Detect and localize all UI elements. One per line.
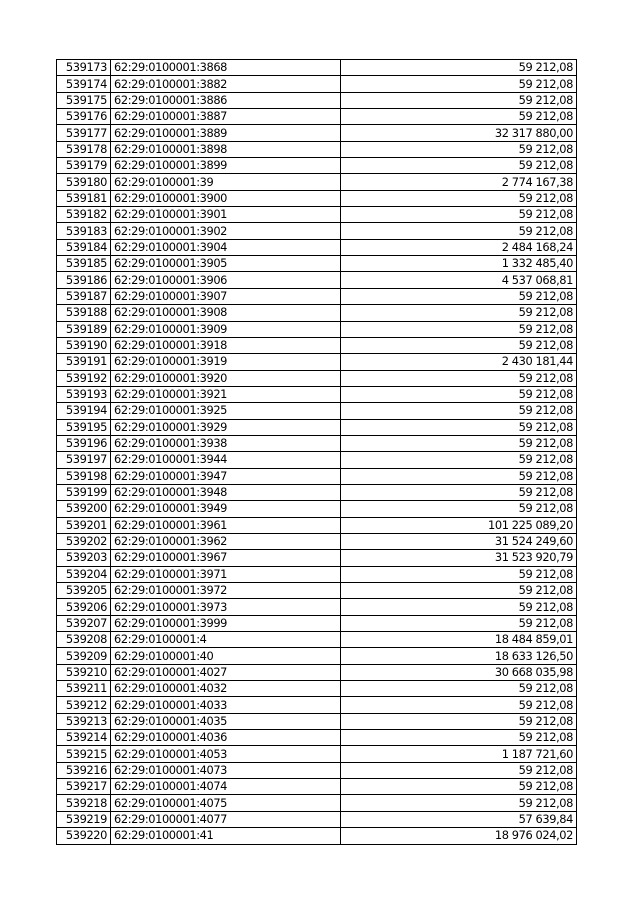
table-row xyxy=(57,435,577,451)
table-row xyxy=(57,141,577,157)
cadastral-number-cell: 62:29:0100001:3999 xyxy=(111,615,341,631)
cadastral-number-cell: 62:29:0100001:3920 xyxy=(111,370,341,386)
cadastral-number-cell: 62:29:0100001:3904 xyxy=(111,239,341,255)
row-id-cell: 539216 xyxy=(57,762,111,778)
cadastral-number-cell: 62:29:0100001:4036 xyxy=(111,730,341,746)
cadastral-number-cell: 62:29:0100001:3972 xyxy=(111,583,341,599)
table-row xyxy=(57,239,577,255)
cadastral-value-cell: 30 668 035,98 xyxy=(341,664,577,680)
cadastral-value-cell: 32 317 880,00 xyxy=(341,125,577,141)
table-row xyxy=(57,615,577,631)
row-id-cell: 539204 xyxy=(57,566,111,582)
cadastral-value-cell: 59 212,08 xyxy=(341,223,577,239)
cadastral-value-cell: 57 639,84 xyxy=(341,811,577,827)
row-id-cell: 539220 xyxy=(57,828,111,844)
cadastral-value-cell: 2 774 167,38 xyxy=(341,174,577,190)
cadastral-value-cell: 59 212,08 xyxy=(341,795,577,811)
row-id-cell: 539194 xyxy=(57,403,111,419)
row-id-cell: 539174 xyxy=(57,76,111,92)
cadastral-value-cell: 59 212,08 xyxy=(341,697,577,713)
cadastral-number-cell: 62:29:0100001:4075 xyxy=(111,795,341,811)
cadastral-number-cell: 62:29:0100001:4077 xyxy=(111,811,341,827)
row-id-cell: 539200 xyxy=(57,501,111,517)
cadastral-number-cell: 62:29:0100001:4027 xyxy=(111,664,341,680)
cadastral-value-cell: 59 212,08 xyxy=(341,60,577,76)
cadastral-value-cell: 59 212,08 xyxy=(341,321,577,337)
cadastral-number-cell: 62:29:0100001:3899 xyxy=(111,158,341,174)
cadastral-value-cell: 59 212,08 xyxy=(341,468,577,484)
cadastral-value-cell: 59 212,08 xyxy=(341,501,577,517)
row-id-cell: 539182 xyxy=(57,207,111,223)
cadastral-value-cell: 59 212,08 xyxy=(341,141,577,157)
table-row xyxy=(57,256,577,272)
cadastral-value-cell: 59 212,08 xyxy=(341,713,577,729)
table-row xyxy=(57,533,577,549)
cadastral-value-cell: 59 212,08 xyxy=(341,109,577,125)
table-row xyxy=(57,468,577,484)
row-id-cell: 539197 xyxy=(57,452,111,468)
table-row xyxy=(57,484,577,500)
row-id-cell: 539190 xyxy=(57,337,111,353)
cadastral-number-cell: 62:29:0100001:3882 xyxy=(111,76,341,92)
cadastral-number-cell: 62:29:0100001:3900 xyxy=(111,190,341,206)
row-id-cell: 539203 xyxy=(57,550,111,566)
table-row xyxy=(57,746,577,762)
cadastral-number-cell: 62:29:0100001:3921 xyxy=(111,386,341,402)
cadastral-value-cell: 59 212,08 xyxy=(341,190,577,206)
cadastral-number-cell: 62:29:0100001:3901 xyxy=(111,207,341,223)
table-row xyxy=(57,566,577,582)
cadastral-value-cell: 1 187 721,60 xyxy=(341,746,577,762)
row-id-cell: 539214 xyxy=(57,730,111,746)
cadastral-number-cell: 62:29:0100001:4035 xyxy=(111,713,341,729)
cadastral-number-cell: 62:29:0100001:3929 xyxy=(111,419,341,435)
row-id-cell: 539218 xyxy=(57,795,111,811)
cadastral-number-cell: 62:29:0100001:3961 xyxy=(111,517,341,533)
cadastral-value-cell: 59 212,08 xyxy=(341,681,577,697)
cadastral-value-cell: 2 430 181,44 xyxy=(341,354,577,370)
cadastral-value-cell: 59 212,08 xyxy=(341,779,577,795)
table-row xyxy=(57,207,577,223)
cadastral-value-cell: 59 212,08 xyxy=(341,370,577,386)
table-row xyxy=(57,795,577,811)
row-id-cell: 539202 xyxy=(57,533,111,549)
table-row xyxy=(57,158,577,174)
row-id-cell: 539173 xyxy=(57,60,111,76)
table-row xyxy=(57,762,577,778)
row-id-cell: 539199 xyxy=(57,484,111,500)
cadastral-number-cell: 62:29:0100001:3907 xyxy=(111,288,341,304)
cadastral-value-cell: 59 212,08 xyxy=(341,599,577,615)
cadastral-number-cell: 62:29:0100001:4074 xyxy=(111,779,341,795)
row-id-cell: 539181 xyxy=(57,190,111,206)
cadastral-number-cell: 62:29:0100001:3868 xyxy=(111,60,341,76)
row-id-cell: 539209 xyxy=(57,648,111,664)
row-id-cell: 539192 xyxy=(57,370,111,386)
cadastral-number-cell: 62:29:0100001:39 xyxy=(111,174,341,190)
cadastral-number-cell: 62:29:0100001:3947 xyxy=(111,468,341,484)
table-row xyxy=(57,125,577,141)
cadastral-number-cell: 62:29:0100001:41 xyxy=(111,828,341,844)
cadastral-value-cell: 101 225 089,20 xyxy=(341,517,577,533)
cadastral-number-cell: 62:29:0100001:3906 xyxy=(111,272,341,288)
cadastral-number-cell: 62:29:0100001:3919 xyxy=(111,354,341,370)
cadastral-number-cell: 62:29:0100001:3918 xyxy=(111,337,341,353)
cadastral-number-cell: 62:29:0100001:3898 xyxy=(111,141,341,157)
row-id-cell: 539198 xyxy=(57,468,111,484)
table-row xyxy=(57,174,577,190)
cadastral-value-cell: 59 212,08 xyxy=(341,403,577,419)
cadastral-value-cell: 59 212,08 xyxy=(341,762,577,778)
row-id-cell: 539179 xyxy=(57,158,111,174)
row-id-cell: 539183 xyxy=(57,223,111,239)
table-row xyxy=(57,109,577,125)
cadastral-number-cell: 62:29:0100001:4053 xyxy=(111,746,341,762)
row-id-cell: 539210 xyxy=(57,664,111,680)
table-row xyxy=(57,697,577,713)
cadastral-number-cell: 62:29:0100001:3962 xyxy=(111,533,341,549)
table-row xyxy=(57,648,577,664)
cadastral-number-cell: 62:29:0100001:3886 xyxy=(111,92,341,108)
cadastral-value-cell: 59 212,08 xyxy=(341,419,577,435)
row-id-cell: 539176 xyxy=(57,109,111,125)
table-body xyxy=(57,60,577,845)
table-row xyxy=(57,550,577,566)
cadastral-value-cell: 59 212,08 xyxy=(341,730,577,746)
cadastral-value-cell: 59 212,08 xyxy=(341,615,577,631)
cadastral-value-cell: 31 523 920,79 xyxy=(341,550,577,566)
cadastral-value-cell: 59 212,08 xyxy=(341,583,577,599)
table-row xyxy=(57,190,577,206)
table-row xyxy=(57,501,577,517)
cadastral-number-cell: 62:29:0100001:3908 xyxy=(111,305,341,321)
row-id-cell: 539180 xyxy=(57,174,111,190)
cadastral-value-cell: 31 524 249,60 xyxy=(341,533,577,549)
row-id-cell: 539188 xyxy=(57,305,111,321)
row-id-cell: 539212 xyxy=(57,697,111,713)
row-id-cell: 539206 xyxy=(57,599,111,615)
table-row xyxy=(57,779,577,795)
row-id-cell: 539205 xyxy=(57,583,111,599)
row-id-cell: 539219 xyxy=(57,811,111,827)
table-row xyxy=(57,681,577,697)
cadastral-number-cell: 62:29:0100001:3909 xyxy=(111,321,341,337)
row-id-cell: 539178 xyxy=(57,141,111,157)
cadastral-value-cell: 59 212,08 xyxy=(341,207,577,223)
cadastral-number-cell: 62:29:0100001:3902 xyxy=(111,223,341,239)
row-id-cell: 539184 xyxy=(57,239,111,255)
cadastral-number-cell: 62:29:0100001:4033 xyxy=(111,697,341,713)
table-row xyxy=(57,92,577,108)
row-id-cell: 539186 xyxy=(57,272,111,288)
cadastral-number-cell: 62:29:0100001:3905 xyxy=(111,256,341,272)
table-row xyxy=(57,664,577,680)
row-id-cell: 539189 xyxy=(57,321,111,337)
cadastral-value-cell: 59 212,08 xyxy=(341,305,577,321)
table-row xyxy=(57,811,577,827)
table-row xyxy=(57,76,577,92)
cadastral-value-cell: 18 484 859,01 xyxy=(341,632,577,648)
row-id-cell: 539208 xyxy=(57,632,111,648)
cadastral-value-table xyxy=(56,59,577,845)
cadastral-value-cell: 59 212,08 xyxy=(341,337,577,353)
cadastral-number-cell: 62:29:0100001:3889 xyxy=(111,125,341,141)
table-row xyxy=(57,288,577,304)
table-row xyxy=(57,305,577,321)
cadastral-number-cell: 62:29:0100001:4073 xyxy=(111,762,341,778)
cadastral-value-cell: 59 212,08 xyxy=(341,76,577,92)
row-id-cell: 539201 xyxy=(57,517,111,533)
cadastral-value-cell: 18 976 024,02 xyxy=(341,828,577,844)
cadastral-value-cell: 59 212,08 xyxy=(341,92,577,108)
cadastral-number-cell: 62:29:0100001:40 xyxy=(111,648,341,664)
cadastral-number-cell: 62:29:0100001:3967 xyxy=(111,550,341,566)
table-row xyxy=(57,419,577,435)
row-id-cell: 539185 xyxy=(57,256,111,272)
cadastral-value-cell: 1 332 485,40 xyxy=(341,256,577,272)
cadastral-value-cell: 59 212,08 xyxy=(341,484,577,500)
table-row xyxy=(57,337,577,353)
table-row xyxy=(57,386,577,402)
table-row xyxy=(57,517,577,533)
table-row xyxy=(57,713,577,729)
row-id-cell: 539213 xyxy=(57,713,111,729)
row-id-cell: 539193 xyxy=(57,386,111,402)
cadastral-number-cell: 62:29:0100001:3925 xyxy=(111,403,341,419)
table-row xyxy=(57,730,577,746)
table-row xyxy=(57,403,577,419)
cadastral-number-cell: 62:29:0100001:3971 xyxy=(111,566,341,582)
table-row xyxy=(57,599,577,615)
table-row xyxy=(57,583,577,599)
row-id-cell: 539196 xyxy=(57,435,111,451)
table-row xyxy=(57,272,577,288)
cadastral-value-cell: 59 212,08 xyxy=(341,566,577,582)
table-row xyxy=(57,452,577,468)
table-row xyxy=(57,828,577,844)
cadastral-number-cell: 62:29:0100001:3938 xyxy=(111,435,341,451)
table-row xyxy=(57,370,577,386)
row-id-cell: 539177 xyxy=(57,125,111,141)
table-row xyxy=(57,354,577,370)
cadastral-number-cell: 62:29:0100001:3944 xyxy=(111,452,341,468)
table-row xyxy=(57,60,577,76)
cadastral-value-cell: 2 484 168,24 xyxy=(341,239,577,255)
row-id-cell: 539191 xyxy=(57,354,111,370)
cadastral-number-cell: 62:29:0100001:3973 xyxy=(111,599,341,615)
table-row xyxy=(57,632,577,648)
row-id-cell: 539211 xyxy=(57,681,111,697)
row-id-cell: 539195 xyxy=(57,419,111,435)
table-row xyxy=(57,223,577,239)
row-id-cell: 539215 xyxy=(57,746,111,762)
cadastral-number-cell: 62:29:0100001:4032 xyxy=(111,681,341,697)
cadastral-value-cell: 59 212,08 xyxy=(341,386,577,402)
cadastral-value-cell: 59 212,08 xyxy=(341,288,577,304)
cadastral-value-cell: 59 212,08 xyxy=(341,452,577,468)
cadastral-value-cell: 18 633 126,50 xyxy=(341,648,577,664)
row-id-cell: 539207 xyxy=(57,615,111,631)
cadastral-number-cell: 62:29:0100001:3949 xyxy=(111,501,341,517)
cadastral-number-cell: 62:29:0100001:3948 xyxy=(111,484,341,500)
cadastral-value-cell: 4 537 068,81 xyxy=(341,272,577,288)
cadastral-value-cell: 59 212,08 xyxy=(341,435,577,451)
row-id-cell: 539187 xyxy=(57,288,111,304)
row-id-cell: 539217 xyxy=(57,779,111,795)
row-id-cell: 539175 xyxy=(57,92,111,108)
cadastral-value-cell: 59 212,08 xyxy=(341,158,577,174)
cadastral-number-cell: 62:29:0100001:4 xyxy=(111,632,341,648)
cadastral-number-cell: 62:29:0100001:3887 xyxy=(111,109,341,125)
table-row xyxy=(57,321,577,337)
